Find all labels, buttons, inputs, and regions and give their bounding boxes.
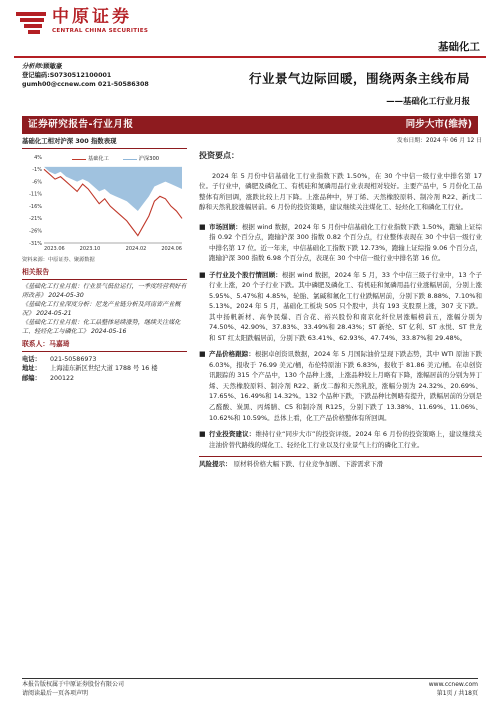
risk-note <box>199 460 482 470</box>
bullet-text: 根据 wind 数据，2024 年 5 月份中信基础化工行业指数下跌 1.50%，跑输上证综指 0.92 个百分点，跑输沪深 300 指数 0.82 个百分点，行业整体表现在 30 个中信一级行业中排名第 17 位。近一年来，中信基础化工指数下跌 12.73%，跑输上证综指 9.06 个百分点，跑输沪深 300 指数 6.98 个百分点，表现在 30 个中信一级行业中排名第 16 位。 <box>209 222 483 263</box>
logo-english: CENTRAL CHINA SECURITIES <box>52 27 149 34</box>
y-tick-label: -21% <box>29 215 42 222</box>
bullet-subindustry-review <box>199 270 482 344</box>
x-tick-label: 2024.02 <box>125 245 147 252</box>
contact-heading: 联系人：马嘉琦 <box>22 339 187 351</box>
logo-chinese: 中原证券 <box>52 7 132 27</box>
page-footer <box>22 680 478 699</box>
bullet-label: 行业投资建议： <box>209 430 256 439</box>
related-heading: 相关报告 <box>22 267 187 279</box>
report-band <box>22 116 478 134</box>
investment-heading: 投资要点： <box>199 150 239 160</box>
bullet-label: 子行业及个股行情回顾： <box>209 270 282 279</box>
footer-website[interactable]: www.ccnew.com <box>428 681 478 688</box>
x-tick-label: 2023.06 <box>44 245 65 252</box>
related-report-item[interactable]: 《基础化工行业月报：化工品整体延续涨势，继续关注煤化工、轻烃化工与磷化工》 2024-05-16 <box>22 319 181 336</box>
address-value: 上海浦东新区世纪大道 1788 号 16 楼 <box>50 365 158 373</box>
bullet-dot-icon: ■ <box>199 270 206 279</box>
y-tick-label: -31% <box>29 240 42 247</box>
band-report-kind: 证券研究报告-行业月报 <box>28 118 134 130</box>
report-type: 基础化工 <box>438 41 480 53</box>
analyst-name: 顾敏豪 <box>43 63 63 70</box>
bullet-dot-icon: ■ <box>199 350 206 359</box>
chart-legend <box>72 156 159 164</box>
bullet-dot-icon: ■ <box>199 430 206 439</box>
intro-paragraph: 2024 年 5 月份中信基础化工行业指数下跌 1.50%，在 30 个中信一级行业中排名第 17 位。子行业中，磷肥及磷化工、有机硅和氮磷用品行业表现相对较好。主要产品中，5 月份化工品整体有所回调，涨跌比较上月下降。上涨品种中，异丁烯、天然橡胶原料、制冷剂 R22、新戊二醇和天然乳胶涨幅居前。6 月份的投资策略，建议继续关注煤化工、轻烃化工和磷化工行业。 <box>199 171 482 212</box>
bullet-list <box>199 222 482 450</box>
related-reports <box>22 282 187 337</box>
right-column <box>199 137 482 470</box>
chart-title: 基础化工相对沪深 300 指数表现 <box>22 137 187 149</box>
address-label: 地址： <box>22 365 41 373</box>
cert-number: S0730512100001 <box>49 72 112 80</box>
zip-label: 邮编： <box>22 375 41 383</box>
phone-value: 021-50586973 <box>50 355 97 363</box>
phone-label: 电话： <box>22 355 41 363</box>
related-report-item[interactable]: 《基础化工行业月报：行业景气低位运行，一季度经营利好有所改善》 2024-05-30 <box>22 282 187 299</box>
report-subtitle: ——基础化工行业月报 <box>386 96 470 106</box>
y-tick-label: -16% <box>29 203 42 210</box>
left-column <box>22 137 187 384</box>
zip-value: 200122 <box>50 375 75 383</box>
bullet-label: 产品价格跟踪： <box>209 350 255 359</box>
chart-source: 资料来源：中原证券、聚源数据 <box>22 256 95 263</box>
footer-copyright: 本报告版权属于中原证券股份有限公司 <box>22 681 125 688</box>
series-area-hs300 <box>44 166 182 210</box>
bullet-price-tracking <box>199 349 482 423</box>
footer-disclaimer-note: 请阅读最后一页各项声明 <box>22 690 89 698</box>
footer-page-number: 第1页 / 共18页 <box>436 690 478 698</box>
cert-label: 登记编码: <box>22 72 50 80</box>
report-title: 行业景气边际回暖，围绕两条主线布局 <box>248 71 470 86</box>
y-tick-label: 4% <box>34 154 42 161</box>
legend-series-1 <box>123 156 159 164</box>
company-logo <box>14 8 148 35</box>
bullet-text: 维持行业“同步大市”的投资评级。2024 年 6 月份的投资策略上，建议继续关注油价替代路线的煤化工、轻烃化工行业以及行业景气上行的磷化工行业。 <box>209 430 482 449</box>
y-tick-label: -11% <box>29 191 42 198</box>
risk-label: 风险提示： <box>199 460 232 469</box>
contact-info <box>22 355 187 384</box>
band-rating: 同步大市(维持) <box>405 118 472 130</box>
legend-label-0: 基础化工 <box>88 155 109 162</box>
related-report-item[interactable]: 《基础化工行业深度分析：尼龙产业链分析及河南省产业概况》 2024-05-21 <box>22 300 181 318</box>
bullet-text: 根据 wind 数据，2024 年 5 月，33 个中信三级子行业中，13 个子行业上涨，20 个子行业下跌。其中磷肥及磷化工、有机硅和氮磷用品行业涨幅居前，分别上涨 5.95%、5.47%和 4.85%，轮胎、氯碱和氟化工行业跌幅居前，分别下跌 8.88%、7.10%和 5.13%。2024 年 5 月，基础化工板块 505 只个股中，共有 193 支股票上涨，307 支下跌。其中扬帆新材、高争民爆、百合花、裕兴股份和南京化纤位居涨幅榜前五，涨幅分别为 74.50%、42.90%、37.83%、33.49%和 28.43%；ST 新纶、ST 亿利、ST 永悦、ST 世龙和 ST 红太阳跌幅居前，分别下跌 63.41%、62.93%、47.74%、33.87%和 29.48%。 <box>209 270 482 342</box>
bullet-text: 根据卓创资讯数据，2024 年 5 月国际油价呈现下跌态势，其中 WTI 原油下跌 6.03%，报收于 76.99 美元/桶，布伦特原油下跌 6.83%，报收于 81.86 美元/桶。在卓创资讯跟踪的 315 个产品中，130 个品种上涨，上涨品种较上月略有下降，涨幅居前的分别为异丁烯、天然橡胶原料、制冷剂 R22、新戊二醇和天然乳胶，涨幅分别为 24.32%、20.69%、17.65%、16.49%和 14.32%。132 个品种下跌，下跌品种比例略有提升，跌幅居前的分别是乙醛酸、炭黑、丙烯腈、C5 和制冷剂 R125，分别下跌了 13.38%、11.69%、11.06%、10.62%和 10.59%。总体上看，化工产品价格整体有所回调。 <box>209 350 482 422</box>
footer-rule <box>22 678 478 679</box>
analyst-email-phone: gumh00@ccnew.com 021-50586308 <box>22 81 149 89</box>
bullet-dot-icon: ■ <box>199 222 206 231</box>
y-tick-label: -6% <box>32 178 42 185</box>
y-tick-label: -1% <box>32 166 42 173</box>
bullet-market-review <box>199 222 482 264</box>
risk-divider <box>199 456 482 457</box>
bullet-label: 市场回顾： <box>209 222 242 231</box>
analyst-role-label: 分析师: <box>22 63 44 70</box>
y-tick-label: -26% <box>29 228 42 235</box>
risk-text: 原材料价格大幅下跌、行业竞争加剧、下游需求下滑 <box>233 460 384 469</box>
performance-chart <box>22 151 187 255</box>
legend-label-1: 沪深300 <box>138 155 160 162</box>
page-header <box>0 0 500 62</box>
header-rule <box>14 56 486 58</box>
publish-date: 发布日期：2024 年 06 月 12 日 <box>396 138 482 144</box>
x-tick-label: 2024.06 <box>161 245 182 252</box>
chart-svg <box>22 151 187 255</box>
logo-mark-icon <box>14 9 48 35</box>
bullet-investment-advice <box>199 429 482 450</box>
x-tick-label: 2023.10 <box>79 245 101 252</box>
legend-series-0 <box>72 156 109 164</box>
